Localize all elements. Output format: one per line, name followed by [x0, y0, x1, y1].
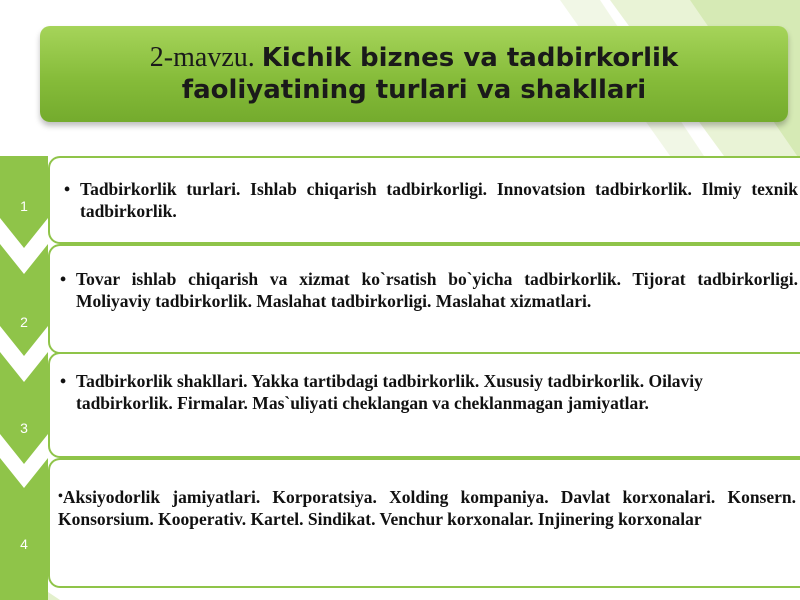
- bullet-icon: •: [58, 489, 63, 504]
- list-item-3: [48, 352, 800, 458]
- list-item-1-text-wrap: [58, 178, 798, 222]
- list-item-1-text: Tadbirkorlik turlari. Ishlab chiqarish tadbirkorligi. Innovatsion tadbirkorlik. Ilmiy texnik tadbirkorlik.: [80, 179, 798, 221]
- item-number-4: 4: [20, 536, 28, 552]
- bullet-icon: •: [60, 371, 67, 391]
- list-item-2-text-wrap: [54, 268, 798, 312]
- item-number-1: 1: [20, 198, 28, 214]
- title-main: Kichik biznes va tadbirkorlik faoliyatining turlari va shakllari: [181, 43, 679, 105]
- chevron-2: [0, 244, 48, 356]
- bullet-icon: •: [64, 179, 71, 199]
- list-item-2-text: Tovar ishlab chiqarish va xizmat ko`rsatish bo`yicha tadbirkorlik. Tijorat tadbirkorligi. Moliyaviy tadbirkorlik. Maslahat tadbirkorligi. Maslahat xizmatlari.: [76, 269, 798, 311]
- bullet-icon: •: [60, 269, 67, 289]
- list-item-3-text: Tadbirkorlik shakllari. Yakka tartibdagi tadbirkorlik. Xususiy tadbirkorlik. Oilaviy tadbirkorlik. Firmalar. Mas`uliyati cheklangan va cheklanmagan jamiyatlar.: [76, 371, 703, 413]
- item-number-2: 2: [20, 314, 28, 330]
- list-item-2: [48, 244, 800, 354]
- slide-title: [40, 42, 788, 106]
- title-prefix: 2-mavzu.: [149, 42, 255, 73]
- chevron-4: [0, 458, 48, 600]
- list-item-4-text: Aksiyodorlik jamiyatlari. Korporatsiya. Xolding kompaniya. Davlat korxonalari. Konsern. Konsorsium. Kooperativ. Kartel. Sindikat. Venchur korxonalar. Injinering korxonalar: [58, 487, 796, 529]
- list-item-4-text-wrap: [58, 486, 796, 530]
- slide-title-box: [40, 26, 788, 122]
- item-number-3: 3: [20, 420, 28, 436]
- list-item-1: [48, 156, 800, 244]
- chevron-3: [0, 352, 48, 464]
- list-item-3-text-wrap: [54, 370, 768, 414]
- list-item-4: [48, 458, 800, 588]
